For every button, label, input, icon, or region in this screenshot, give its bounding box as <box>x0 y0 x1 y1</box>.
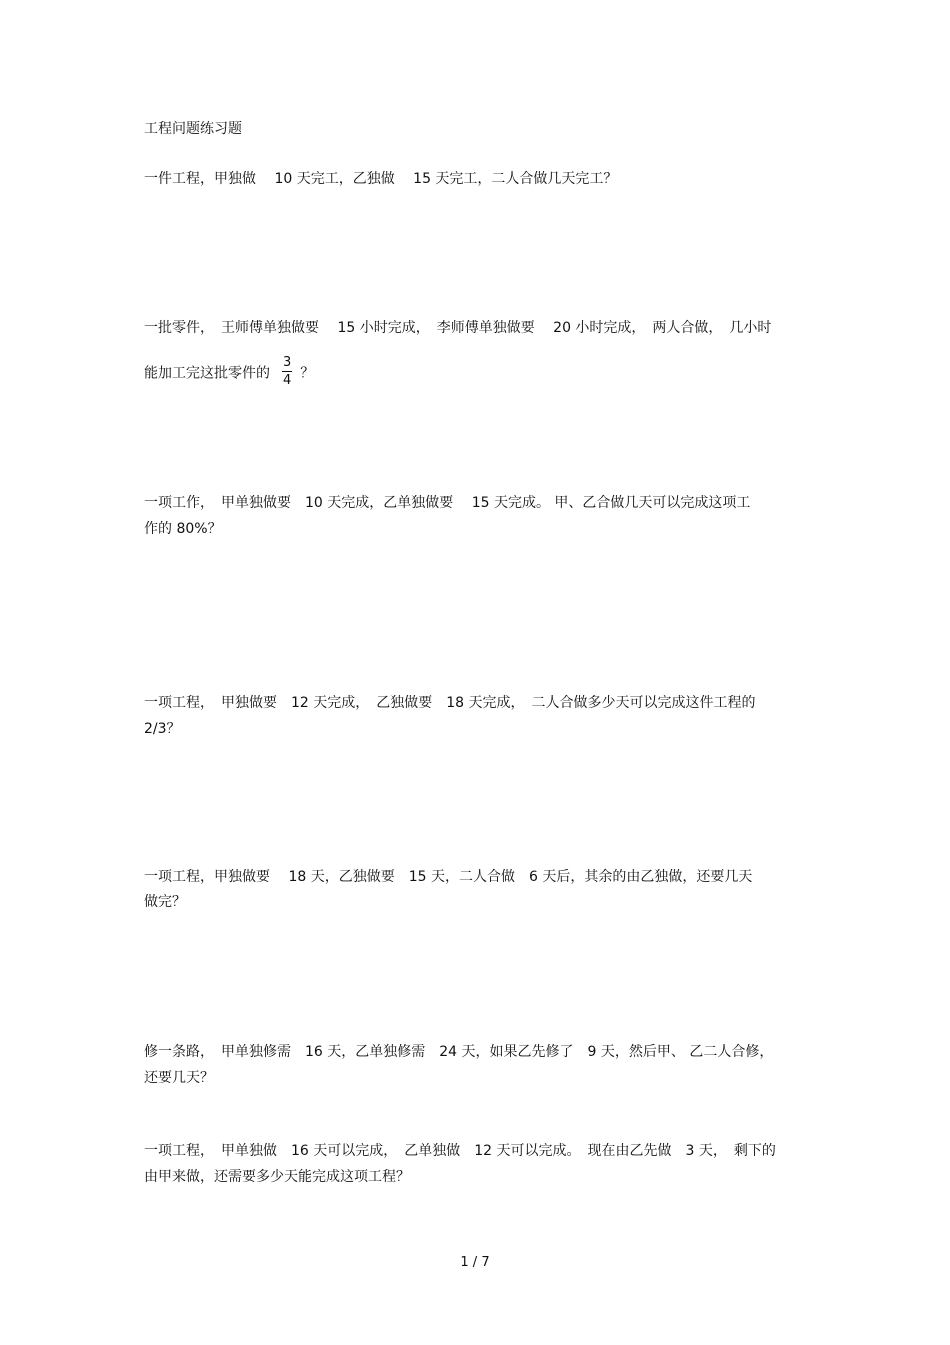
problem-2-line-2 <box>144 357 314 390</box>
problem-6-line-2: 还要几天？ <box>144 1070 214 1086</box>
problem-7-line-1: 一项工程， 甲单独做 16 天可以完成， 乙单独做 12 天可以完成。 现在由乙先做 3 天， 剩下的 <box>144 1143 776 1159</box>
problem-4-line-1: 一项工程， 甲独做要 12 天完成， 乙独做要 18 天完成， 二人合做多少天可以完成这件工程的 <box>144 695 756 711</box>
problem-2-line-1: 一批零件， 王师傅单独做要 15 小时完成， 李师傅单独做要 20 小时完成， 两人合做， 几小时 <box>144 320 772 336</box>
problem-2-line-2-prefix: 能加工完这批零件的 <box>144 365 270 382</box>
problem-7-line-2: 由甲来做，还需要多少天能完成这项工程？ <box>144 1169 410 1185</box>
document-title: 工程问题练习题 <box>144 121 242 137</box>
problem-1-line-1: 一件工程，甲独做 10 天完工，乙独做 15 天完工，二人合做几天完工？ <box>144 171 618 187</box>
problem-2-line-2-suffix: ？ <box>300 365 315 382</box>
problem-4-line-2: 2/3？ <box>144 721 181 737</box>
fraction-denominator: 4 <box>283 373 292 388</box>
problem-5-line-1: 一项工程，甲独做要 18 天，乙独做要 15 天，二人合做 6 天后，其余的由乙独做，还要几天 <box>144 869 753 885</box>
page-indicator: 1 / 7 <box>460 1255 490 1270</box>
fraction-bar <box>282 371 292 372</box>
problem-3-line-2: 作的 80%？ <box>144 521 222 537</box>
fraction-numerator: 3 <box>283 355 292 370</box>
problem-5-line-2: 做完？ <box>144 894 186 910</box>
fraction-three-quarters <box>282 355 292 388</box>
problem-3-line-1: 一项工作， 甲单独做要 10 天完成，乙单独做要 15 天完成。 甲、乙合做几天可以完成这项工 <box>144 495 751 511</box>
problem-6-line-1: 修一条路， 甲单独修需 16 天，乙单独修需 24 天，如果乙先修了 9 天，然后甲、 乙二人合修， <box>144 1044 774 1060</box>
